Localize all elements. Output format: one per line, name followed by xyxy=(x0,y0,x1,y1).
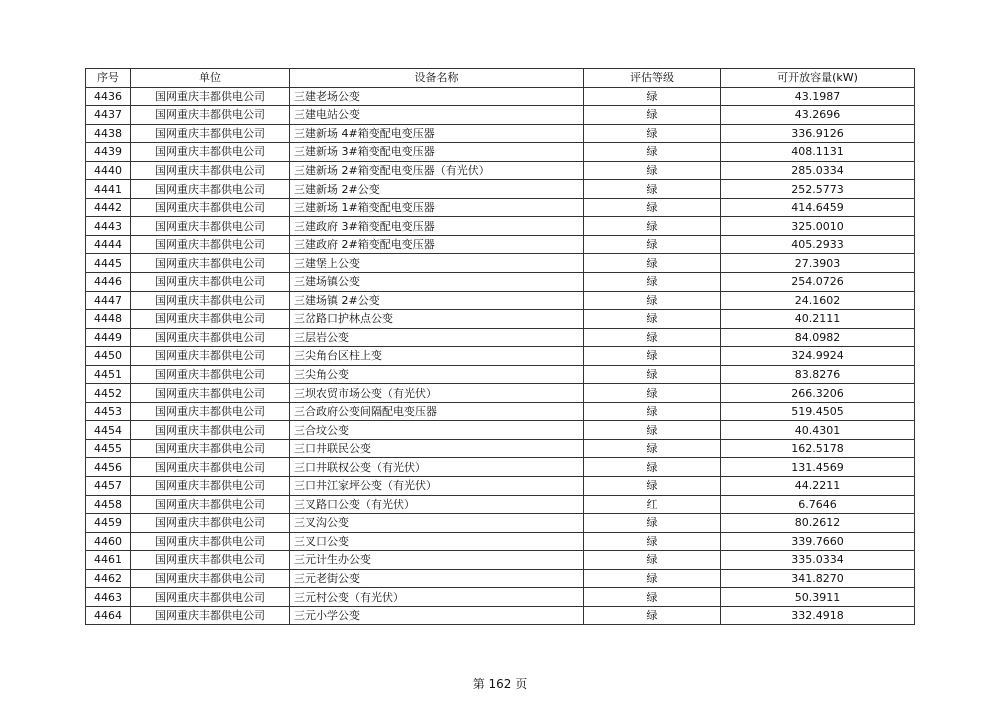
cell-index: 4457 xyxy=(86,477,131,496)
cell-unit: 国网重庆丰都供电公司 xyxy=(131,402,290,421)
cell-unit: 国网重庆丰都供电公司 xyxy=(131,235,290,254)
cell-device-name: 三元老街公变 xyxy=(290,569,584,588)
cell-index: 4449 xyxy=(86,328,131,347)
cell-device-name: 三建新场 4#箱变配电变压器 xyxy=(290,124,584,143)
cell-index: 4437 xyxy=(86,106,131,125)
cell-unit: 国网重庆丰都供电公司 xyxy=(131,532,290,551)
table-row xyxy=(86,143,915,162)
cell-index: 4444 xyxy=(86,235,131,254)
cell-device-name: 三口井联民公变 xyxy=(290,439,584,458)
header-device-name: 设备名称 xyxy=(290,69,584,88)
cell-grade: 绿 xyxy=(584,384,721,403)
cell-capacity: 324.9924 xyxy=(721,347,915,366)
cell-grade: 绿 xyxy=(584,235,721,254)
cell-grade: 绿 xyxy=(584,606,721,625)
cell-grade: 绿 xyxy=(584,514,721,533)
cell-index: 4448 xyxy=(86,310,131,329)
cell-device-name: 三尖角公变 xyxy=(290,365,584,384)
cell-index: 4462 xyxy=(86,569,131,588)
cell-unit: 国网重庆丰都供电公司 xyxy=(131,551,290,570)
cell-grade: 绿 xyxy=(584,124,721,143)
table-row xyxy=(86,439,915,458)
cell-grade: 绿 xyxy=(584,421,721,440)
cell-index: 4442 xyxy=(86,198,131,217)
capacity-table xyxy=(85,68,915,625)
table-row xyxy=(86,495,915,514)
table-row xyxy=(86,588,915,607)
table-row xyxy=(86,328,915,347)
cell-unit: 国网重庆丰都供电公司 xyxy=(131,458,290,477)
table-row xyxy=(86,198,915,217)
table-row xyxy=(86,291,915,310)
cell-device-name: 三岔路口护林点公变 xyxy=(290,310,584,329)
cell-unit: 国网重庆丰都供电公司 xyxy=(131,273,290,292)
cell-grade: 绿 xyxy=(584,106,721,125)
cell-grade: 绿 xyxy=(584,87,721,106)
cell-unit: 国网重庆丰都供电公司 xyxy=(131,514,290,533)
cell-grade: 绿 xyxy=(584,458,721,477)
cell-grade: 绿 xyxy=(584,273,721,292)
table-row xyxy=(86,217,915,236)
cell-capacity: 162.5178 xyxy=(721,439,915,458)
cell-unit: 国网重庆丰都供电公司 xyxy=(131,310,290,329)
cell-device-name: 三叉沟公变 xyxy=(290,514,584,533)
cell-grade: 绿 xyxy=(584,365,721,384)
cell-device-name: 三建场镇 2#公变 xyxy=(290,291,584,310)
cell-index: 4450 xyxy=(86,347,131,366)
cell-index: 4438 xyxy=(86,124,131,143)
table-row xyxy=(86,606,915,625)
cell-grade: 绿 xyxy=(584,161,721,180)
page-number: 第 162 页 xyxy=(472,677,528,691)
cell-device-name: 三合政府公变间隔配电变压器 xyxy=(290,402,584,421)
cell-index: 4443 xyxy=(86,217,131,236)
cell-capacity: 83.8276 xyxy=(721,365,915,384)
cell-capacity: 44.2211 xyxy=(721,477,915,496)
cell-unit: 国网重庆丰都供电公司 xyxy=(131,161,290,180)
table-row xyxy=(86,87,915,106)
cell-capacity: 266.3206 xyxy=(721,384,915,403)
cell-capacity: 254.0726 xyxy=(721,273,915,292)
cell-capacity: 40.2111 xyxy=(721,310,915,329)
cell-grade: 红 xyxy=(584,495,721,514)
cell-grade: 绿 xyxy=(584,588,721,607)
table-row xyxy=(86,180,915,199)
header-capacity: 可开放容量(kW) xyxy=(721,69,915,88)
table-row xyxy=(86,384,915,403)
cell-capacity: 335.0334 xyxy=(721,551,915,570)
cell-capacity: 408.1131 xyxy=(721,143,915,162)
cell-grade: 绿 xyxy=(584,328,721,347)
table-row xyxy=(86,402,915,421)
cell-device-name: 三口井江家坪公变（有光伏） xyxy=(290,477,584,496)
cell-grade: 绿 xyxy=(584,198,721,217)
cell-capacity: 336.9126 xyxy=(721,124,915,143)
cell-device-name: 三建新场 1#箱变配电变压器 xyxy=(290,198,584,217)
cell-index: 4446 xyxy=(86,273,131,292)
cell-device-name: 三叉口公变 xyxy=(290,532,584,551)
header-grade: 评估等级 xyxy=(584,69,721,88)
cell-index: 4463 xyxy=(86,588,131,607)
cell-index: 4454 xyxy=(86,421,131,440)
table-row xyxy=(86,421,915,440)
cell-index: 4447 xyxy=(86,291,131,310)
cell-device-name: 三元计生办公变 xyxy=(290,551,584,570)
cell-device-name: 三建政府 2#箱变配电变压器 xyxy=(290,235,584,254)
cell-grade: 绿 xyxy=(584,291,721,310)
cell-grade: 绿 xyxy=(584,477,721,496)
table-row xyxy=(86,569,915,588)
table-row xyxy=(86,106,915,125)
cell-unit: 国网重庆丰都供电公司 xyxy=(131,588,290,607)
cell-index: 4464 xyxy=(86,606,131,625)
cell-device-name: 三坝农贸市场公变（有光伏） xyxy=(290,384,584,403)
cell-index: 4458 xyxy=(86,495,131,514)
table-row xyxy=(86,310,915,329)
cell-capacity: 332.4918 xyxy=(721,606,915,625)
table-row xyxy=(86,551,915,570)
cell-device-name: 三叉路口公变（有光伏） xyxy=(290,495,584,514)
cell-index: 4453 xyxy=(86,402,131,421)
cell-unit: 国网重庆丰都供电公司 xyxy=(131,291,290,310)
cell-index: 4436 xyxy=(86,87,131,106)
cell-index: 4440 xyxy=(86,161,131,180)
cell-unit: 国网重庆丰都供电公司 xyxy=(131,328,290,347)
header-index: 序号 xyxy=(86,69,131,88)
cell-device-name: 三合坟公变 xyxy=(290,421,584,440)
cell-capacity: 40.4301 xyxy=(721,421,915,440)
cell-unit: 国网重庆丰都供电公司 xyxy=(131,87,290,106)
cell-capacity: 50.3911 xyxy=(721,588,915,607)
cell-capacity: 80.2612 xyxy=(721,514,915,533)
cell-grade: 绿 xyxy=(584,439,721,458)
cell-grade: 绿 xyxy=(584,180,721,199)
cell-capacity: 27.3903 xyxy=(721,254,915,273)
cell-device-name: 三建场镇公变 xyxy=(290,273,584,292)
cell-unit: 国网重庆丰都供电公司 xyxy=(131,106,290,125)
cell-unit: 国网重庆丰都供电公司 xyxy=(131,606,290,625)
cell-index: 4461 xyxy=(86,551,131,570)
cell-device-name: 三元村公变（有光伏） xyxy=(290,588,584,607)
cell-device-name: 三元小学公变 xyxy=(290,606,584,625)
cell-unit: 国网重庆丰都供电公司 xyxy=(131,124,290,143)
cell-capacity: 405.2933 xyxy=(721,235,915,254)
table-row xyxy=(86,365,915,384)
cell-grade: 绿 xyxy=(584,310,721,329)
cell-index: 4459 xyxy=(86,514,131,533)
cell-grade: 绿 xyxy=(584,551,721,570)
cell-capacity: 519.4505 xyxy=(721,402,915,421)
cell-grade: 绿 xyxy=(584,217,721,236)
cell-capacity: 252.5773 xyxy=(721,180,915,199)
cell-grade: 绿 xyxy=(584,402,721,421)
cell-index: 4451 xyxy=(86,365,131,384)
table-row xyxy=(86,347,915,366)
cell-unit: 国网重庆丰都供电公司 xyxy=(131,143,290,162)
cell-unit: 国网重庆丰都供电公司 xyxy=(131,198,290,217)
table-row xyxy=(86,477,915,496)
cell-device-name: 三建政府 3#箱变配电变压器 xyxy=(290,217,584,236)
table-row xyxy=(86,514,915,533)
cell-device-name: 三尖角台区柱上变 xyxy=(290,347,584,366)
header-unit: 单位 xyxy=(131,69,290,88)
cell-grade: 绿 xyxy=(584,569,721,588)
table-row xyxy=(86,161,915,180)
table-row xyxy=(86,124,915,143)
cell-capacity: 84.0982 xyxy=(721,328,915,347)
cell-unit: 国网重庆丰都供电公司 xyxy=(131,495,290,514)
cell-capacity: 285.0334 xyxy=(721,161,915,180)
cell-unit: 国网重庆丰都供电公司 xyxy=(131,569,290,588)
cell-index: 4455 xyxy=(86,439,131,458)
cell-capacity: 339.7660 xyxy=(721,532,915,551)
cell-grade: 绿 xyxy=(584,347,721,366)
cell-index: 4441 xyxy=(86,180,131,199)
cell-device-name: 三口井联权公变（有光伏） xyxy=(290,458,584,477)
cell-device-name: 三建堡上公变 xyxy=(290,254,584,273)
cell-capacity: 325.0010 xyxy=(721,217,915,236)
cell-capacity: 24.1602 xyxy=(721,291,915,310)
cell-capacity: 43.1987 xyxy=(721,87,915,106)
cell-device-name: 三建新场 3#箱变配电变压器 xyxy=(290,143,584,162)
cell-device-name: 三层岩公变 xyxy=(290,328,584,347)
cell-index: 4460 xyxy=(86,532,131,551)
cell-capacity: 43.2696 xyxy=(721,106,915,125)
cell-index: 4452 xyxy=(86,384,131,403)
cell-unit: 国网重庆丰都供电公司 xyxy=(131,365,290,384)
cell-unit: 国网重庆丰都供电公司 xyxy=(131,477,290,496)
table-row xyxy=(86,254,915,273)
cell-device-name: 三建电站公变 xyxy=(290,106,584,125)
table-row xyxy=(86,532,915,551)
cell-unit: 国网重庆丰都供电公司 xyxy=(131,347,290,366)
table-row xyxy=(86,273,915,292)
cell-unit: 国网重庆丰都供电公司 xyxy=(131,384,290,403)
cell-unit: 国网重庆丰都供电公司 xyxy=(131,217,290,236)
cell-unit: 国网重庆丰都供电公司 xyxy=(131,254,290,273)
table-row xyxy=(86,235,915,254)
cell-index: 4445 xyxy=(86,254,131,273)
cell-grade: 绿 xyxy=(584,254,721,273)
cell-device-name: 三建新场 2#箱变配电变压器（有光伏） xyxy=(290,161,584,180)
cell-device-name: 三建新场 2#公变 xyxy=(290,180,584,199)
table-row xyxy=(86,458,915,477)
cell-capacity: 131.4569 xyxy=(721,458,915,477)
cell-device-name: 三建老场公变 xyxy=(290,87,584,106)
cell-grade: 绿 xyxy=(584,532,721,551)
cell-grade: 绿 xyxy=(584,143,721,162)
cell-unit: 国网重庆丰都供电公司 xyxy=(131,421,290,440)
cell-capacity: 341.8270 xyxy=(721,569,915,588)
table-header-row xyxy=(86,69,915,88)
cell-capacity: 6.7646 xyxy=(721,495,915,514)
cell-index: 4456 xyxy=(86,458,131,477)
cell-capacity: 414.6459 xyxy=(721,198,915,217)
cell-index: 4439 xyxy=(86,143,131,162)
cell-unit: 国网重庆丰都供电公司 xyxy=(131,439,290,458)
cell-unit: 国网重庆丰都供电公司 xyxy=(131,180,290,199)
